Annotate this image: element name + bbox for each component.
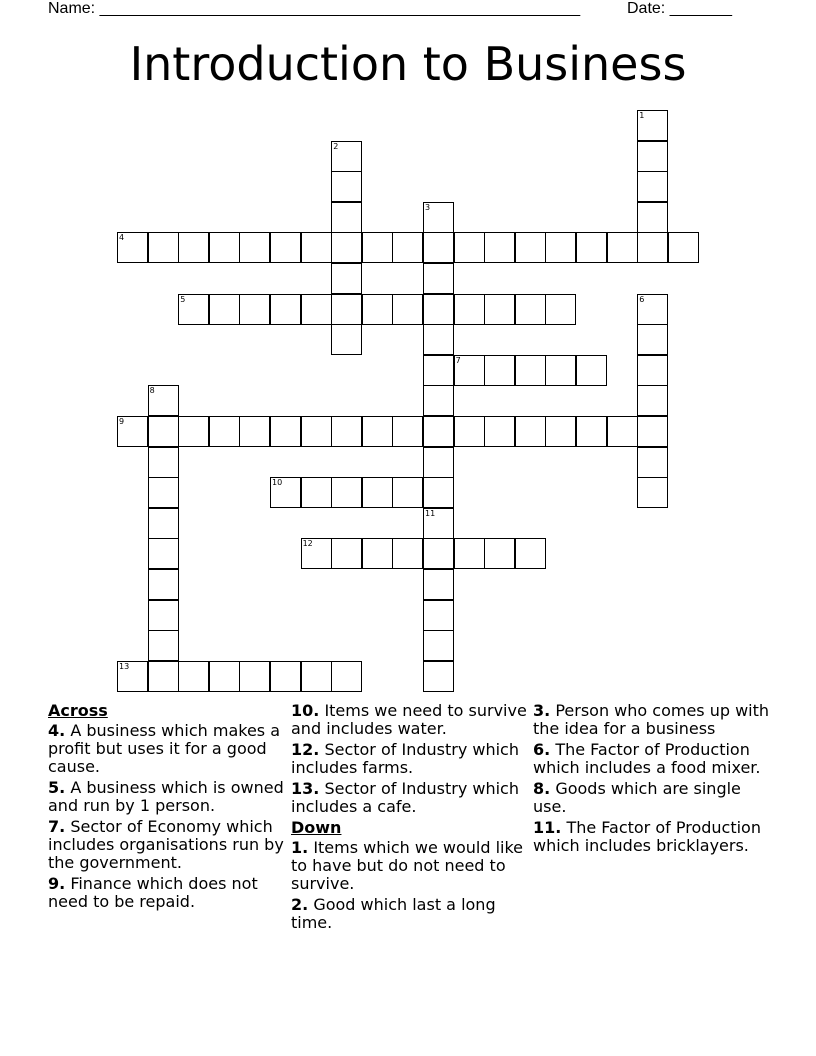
- crossword-cell[interactable]: [362, 232, 393, 263]
- crossword-cell[interactable]: [423, 569, 454, 600]
- clue-text: The Factor of Production which includes bricklayers.: [533, 818, 761, 855]
- crossword-cell[interactable]: [423, 477, 454, 508]
- crossword-cell[interactable]: [117, 232, 148, 263]
- crossword-cell[interactable]: [331, 294, 362, 325]
- clue-number: 6.: [533, 740, 551, 759]
- clue-number: 9.: [48, 874, 66, 893]
- crossword-cell[interactable]: [454, 232, 485, 263]
- crossword-cell[interactable]: [392, 232, 423, 263]
- crossword-cell[interactable]: [178, 294, 209, 325]
- crossword-cell[interactable]: [545, 416, 576, 447]
- crossword-cell[interactable]: [515, 538, 546, 569]
- crossword-cell[interactable]: [484, 232, 515, 263]
- crossword-cell[interactable]: [148, 447, 179, 478]
- crossword-cell[interactable]: [454, 538, 485, 569]
- crossword-cell[interactable]: [576, 232, 607, 263]
- crossword-cell[interactable]: [607, 416, 638, 447]
- across-heading: Across: [48, 701, 108, 720]
- crossword-cell[interactable]: [637, 294, 668, 325]
- crossword-cell[interactable]: [607, 232, 638, 263]
- crossword-cell[interactable]: [637, 477, 668, 508]
- crossword-cell[interactable]: [209, 232, 240, 263]
- crossword-cell[interactable]: [423, 508, 454, 539]
- clue-text: Sector of Industry which includes farms.: [291, 740, 519, 777]
- crossword-cell[interactable]: [362, 416, 393, 447]
- clue-number: 12.: [291, 740, 320, 759]
- crossword-cell[interactable]: [117, 416, 148, 447]
- crossword-cell[interactable]: [178, 661, 209, 692]
- crossword-cell[interactable]: [637, 324, 668, 355]
- clue-text: Finance which does not need to be repaid.: [48, 874, 258, 911]
- crossword-cell[interactable]: [270, 661, 301, 692]
- crossword-cell[interactable]: [331, 324, 362, 355]
- crossword-cell[interactable]: [148, 477, 179, 508]
- clue-down-1: [291, 839, 527, 893]
- clue-number: 2.: [291, 895, 309, 914]
- crossword-cell[interactable]: [239, 416, 270, 447]
- crossword-cell[interactable]: [637, 171, 668, 202]
- crossword-cell[interactable]: [362, 538, 393, 569]
- page-title: Introduction to Business: [129, 37, 687, 91]
- crossword-cell[interactable]: [301, 477, 332, 508]
- crossword-cell[interactable]: [148, 385, 179, 416]
- clue-text: Person who comes up with the idea for a business: [533, 701, 770, 738]
- crossword-cell[interactable]: [423, 355, 454, 386]
- crossword-cell[interactable]: [270, 294, 301, 325]
- clue-text: Goods which are single use.: [533, 779, 741, 816]
- crossword-cell[interactable]: [637, 141, 668, 172]
- cell-number: 9: [119, 417, 125, 426]
- crossword-cell[interactable]: [331, 661, 362, 692]
- clue-across-13: [291, 780, 527, 816]
- clue-text: Good which last a long time.: [291, 895, 496, 932]
- crossword-cell[interactable]: [576, 355, 607, 386]
- crossword-cell[interactable]: [637, 385, 668, 416]
- crossword-cell[interactable]: [545, 294, 576, 325]
- cell-number: 4: [119, 233, 125, 243]
- clue-down-3: [533, 702, 773, 738]
- clue-number: 5.: [48, 778, 66, 797]
- clue-down-6: [533, 741, 773, 777]
- clue-down-11: [533, 819, 773, 855]
- clue-across-12: [291, 741, 527, 777]
- cell-number: 7: [455, 355, 461, 365]
- crossword-cell[interactable]: [392, 294, 423, 325]
- crossword-cell[interactable]: [423, 324, 454, 355]
- crossword-cell[interactable]: [270, 477, 301, 508]
- clue-text: Items which we would like to have but do not need to survive.: [291, 838, 523, 893]
- clue-number: 7.: [48, 817, 66, 836]
- crossword-cell[interactable]: [148, 630, 179, 661]
- clues-column-1: [48, 702, 288, 914]
- date-field-label: Date: _______: [627, 0, 732, 17]
- crossword-cell[interactable]: [515, 294, 546, 325]
- clue-number: 8.: [533, 779, 551, 798]
- crossword-cell[interactable]: [239, 232, 270, 263]
- crossword-cell[interactable]: [637, 355, 668, 386]
- crossword-cell[interactable]: [362, 477, 393, 508]
- crossword-cell[interactable]: [331, 263, 362, 294]
- crossword-cell[interactable]: [331, 538, 362, 569]
- crossword-cell[interactable]: [423, 630, 454, 661]
- clues-column-3: [533, 702, 773, 858]
- crossword-cell[interactable]: [423, 447, 454, 478]
- clue-number: 10.: [291, 701, 320, 720]
- crossword-cell[interactable]: [362, 294, 393, 325]
- crossword-cell[interactable]: [484, 355, 515, 386]
- cell-number: 13: [119, 661, 130, 671]
- crossword-cell[interactable]: [576, 416, 607, 447]
- crossword-cell[interactable]: [423, 538, 454, 569]
- crossword-cell[interactable]: [331, 171, 362, 202]
- crossword-cell[interactable]: [331, 477, 362, 508]
- crossword-cell[interactable]: [239, 294, 270, 325]
- clue-across-10: [291, 702, 527, 738]
- crossword-cell[interactable]: [423, 600, 454, 631]
- clue-text: Sector of Industry which includes a cafe.: [291, 779, 519, 816]
- clue-across-5: [48, 779, 288, 815]
- crossword-cell[interactable]: [454, 355, 485, 386]
- crossword-cell[interactable]: [148, 538, 179, 569]
- crossword-cell[interactable]: [148, 600, 179, 631]
- crossword-cell[interactable]: [484, 416, 515, 447]
- crossword-cell[interactable]: [637, 202, 668, 233]
- cell-number: 3: [425, 202, 431, 212]
- crossword-cell[interactable]: [637, 447, 668, 478]
- clue-text: Sector of Economy which includes organisations run by the government.: [48, 817, 284, 872]
- clue-number: 4.: [48, 721, 66, 740]
- crossword-cell[interactable]: [423, 416, 454, 447]
- clue-number: 11.: [533, 818, 562, 837]
- crossword-cell[interactable]: [331, 141, 362, 172]
- clue-text: A business which makes a profit but uses it for a good cause.: [48, 721, 281, 776]
- down-heading: Down: [291, 818, 342, 837]
- crossword-cell[interactable]: [270, 416, 301, 447]
- crossword-cell[interactable]: [117, 661, 148, 692]
- cell-number: 8: [149, 386, 155, 396]
- crossword-cell[interactable]: [423, 661, 454, 692]
- cell-number: 1: [639, 111, 645, 120]
- crossword-cell[interactable]: [545, 355, 576, 386]
- crossword-cell[interactable]: [637, 232, 668, 263]
- crossword-cell[interactable]: [178, 416, 209, 447]
- cell-number: 11: [425, 508, 436, 518]
- crossword-cell[interactable]: [637, 416, 668, 447]
- clue-across-4: [48, 722, 288, 776]
- crossword-cell[interactable]: [209, 294, 240, 325]
- crossword-cell[interactable]: [637, 110, 668, 141]
- crossword-cell[interactable]: [331, 232, 362, 263]
- name-field-label: Name: ______________________________________________________: [48, 0, 581, 17]
- crossword-cell[interactable]: [178, 232, 209, 263]
- crossword-cell[interactable]: [515, 416, 546, 447]
- clue-number: 13.: [291, 779, 320, 798]
- crossword-cell[interactable]: [423, 294, 454, 325]
- clue-text: The Factor of Production which includes a food mixer.: [533, 740, 761, 777]
- cell-number: 2: [333, 141, 339, 151]
- crossword-cell[interactable]: [148, 569, 179, 600]
- crossword-cell[interactable]: [545, 232, 576, 263]
- crossword-cell[interactable]: [301, 416, 332, 447]
- crossword-cell[interactable]: [515, 355, 546, 386]
- crossword-cell[interactable]: [301, 294, 332, 325]
- crossword-cell[interactable]: [301, 538, 332, 569]
- clue-across-9: [48, 875, 288, 911]
- crossword-cell[interactable]: [423, 263, 454, 294]
- crossword-cell[interactable]: [668, 232, 699, 263]
- crossword-cell[interactable]: [301, 232, 332, 263]
- crossword-cell[interactable]: [239, 661, 270, 692]
- crossword-cell[interactable]: [392, 477, 423, 508]
- crossword-cell[interactable]: [454, 416, 485, 447]
- cell-number: 10: [272, 478, 283, 488]
- clue-number: 1.: [291, 838, 309, 857]
- crossword-cell[interactable]: [148, 416, 179, 447]
- crossword-cell[interactable]: [270, 232, 301, 263]
- crossword-cell[interactable]: [331, 416, 362, 447]
- clue-across-7: [48, 818, 288, 872]
- crossword-cell[interactable]: [148, 232, 179, 263]
- crossword-cell[interactable]: [148, 661, 179, 692]
- crossword-cell[interactable]: [515, 232, 546, 263]
- crossword-cell[interactable]: [423, 232, 454, 263]
- crossword-cell[interactable]: [148, 508, 179, 539]
- crossword-cell[interactable]: [484, 538, 515, 569]
- crossword-cell[interactable]: [209, 416, 240, 447]
- crossword-cell[interactable]: [423, 202, 454, 233]
- crossword-cell[interactable]: [392, 416, 423, 447]
- crossword-cell[interactable]: [392, 538, 423, 569]
- crossword-cell[interactable]: [484, 294, 515, 325]
- cell-number: 12: [302, 539, 313, 549]
- cell-number: 6: [639, 294, 645, 304]
- cell-number: 5: [180, 294, 186, 304]
- clue-text: Items we need to survive and includes water.: [291, 701, 527, 738]
- clue-down-8: [533, 780, 773, 816]
- clues-column-2: [291, 702, 527, 935]
- crossword-cell[interactable]: [331, 202, 362, 233]
- clue-down-2: [291, 896, 527, 932]
- crossword-cell[interactable]: [301, 661, 332, 692]
- crossword-cell[interactable]: [454, 294, 485, 325]
- crossword-cell[interactable]: [209, 661, 240, 692]
- clue-text: A business which is owned and run by 1 person.: [48, 778, 284, 815]
- clue-number: 3.: [533, 701, 551, 720]
- crossword-cell[interactable]: [423, 385, 454, 416]
